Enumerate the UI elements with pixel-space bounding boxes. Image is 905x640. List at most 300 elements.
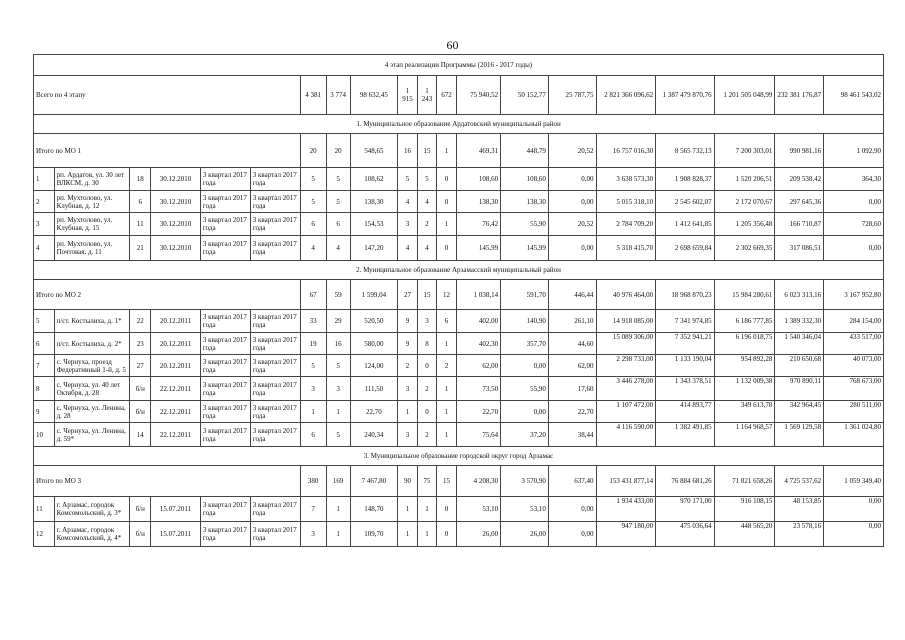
value-cell: 22,70 bbox=[456, 401, 500, 423]
row-actual-date: 3 квартал 2017 года bbox=[250, 401, 300, 423]
value-cell: 5 318 415,70 bbox=[596, 236, 656, 261]
value-cell: 672 bbox=[437, 76, 457, 115]
row-date: 30.12.2010 bbox=[151, 168, 201, 191]
value-cell: 108,60 bbox=[456, 168, 500, 191]
value-cell: 1 bbox=[437, 213, 457, 236]
value-cell: 145,99 bbox=[456, 236, 500, 261]
value-cell: 98 632,45 bbox=[350, 76, 398, 115]
stage-total-row bbox=[34, 76, 884, 115]
value-cell: 44,60 bbox=[548, 333, 596, 355]
value-cell: 53,10 bbox=[456, 497, 500, 522]
section-title-row bbox=[34, 261, 884, 280]
section-title-row bbox=[34, 447, 884, 466]
value-cell: 138,30 bbox=[456, 191, 500, 213]
value-cell: 448,79 bbox=[501, 134, 549, 168]
section-title: 1. Муниципальное образование Ардатовский муниципальный район bbox=[34, 115, 884, 134]
value-cell: 970 171,00 bbox=[656, 497, 715, 522]
value-cell: 0,00 bbox=[548, 522, 596, 547]
value-cell: 580,00 bbox=[350, 333, 398, 355]
value-cell: 76 884 681,26 bbox=[656, 466, 715, 497]
value-cell: 3 167 952,80 bbox=[824, 280, 884, 310]
value-cell: 970 890,11 bbox=[775, 377, 824, 401]
row-address: с. Чернуха, ул. Ленина, д. 28 bbox=[54, 401, 130, 423]
row-date: 30.12.2010 bbox=[151, 213, 201, 236]
value-cell: 1 bbox=[398, 497, 418, 522]
value-cell: 1 569 129,58 bbox=[775, 423, 824, 447]
value-cell: 7 bbox=[300, 497, 326, 522]
value-cell: 1 205 356,48 bbox=[714, 213, 775, 236]
value-cell: 1 bbox=[437, 401, 457, 423]
value-cell: 297 645,36 bbox=[775, 191, 824, 213]
value-cell: 55,90 bbox=[501, 213, 549, 236]
value-cell: 1 361 024,80 bbox=[824, 423, 884, 447]
row-doc-number: 21 bbox=[130, 236, 151, 261]
value-cell: 75 bbox=[417, 466, 437, 497]
value-cell: 637,40 bbox=[548, 466, 596, 497]
row-actual-date: 3 квартал 2017 года bbox=[250, 355, 300, 377]
value-cell: 12 bbox=[437, 280, 457, 310]
value-cell: 124,00 bbox=[350, 355, 398, 377]
value-cell: 108,62 bbox=[350, 168, 398, 191]
value-cell: 0 bbox=[417, 355, 437, 377]
value-cell: 2 bbox=[417, 423, 437, 447]
value-cell: 209 538,42 bbox=[775, 168, 824, 191]
value-cell: 15 bbox=[417, 134, 437, 168]
value-cell: 0 bbox=[437, 191, 457, 213]
table-row bbox=[34, 497, 884, 522]
row-actual-date: 3 квартал 2017 года bbox=[250, 522, 300, 547]
value-cell: 7 200 303,01 bbox=[714, 134, 775, 168]
section-title: 2. Муниципальное образование Арзамасский муниципальный район bbox=[34, 261, 884, 280]
value-cell: 140,90 bbox=[501, 310, 549, 333]
value-cell: 98 461 543,02 bbox=[824, 76, 884, 115]
value-cell: 0 bbox=[437, 497, 457, 522]
row-actual-date: 3 квартал 2017 года bbox=[250, 333, 300, 355]
value-cell: 1 107 472,00 bbox=[596, 401, 656, 423]
row-planned-date: 3 квартал 2017 года bbox=[200, 522, 250, 547]
value-cell: 5 bbox=[398, 168, 418, 191]
value-cell: 16 bbox=[398, 134, 418, 168]
value-cell: 0,00 bbox=[501, 401, 549, 423]
value-cell: 3 774 bbox=[326, 76, 350, 115]
row-actual-date: 3 квартал 2017 года bbox=[250, 310, 300, 333]
value-cell: 232 381 176,87 bbox=[775, 76, 824, 115]
stage-header-row bbox=[34, 55, 884, 76]
value-cell: 3 bbox=[398, 213, 418, 236]
value-cell: 4 bbox=[417, 191, 437, 213]
value-cell: 548,65 bbox=[350, 134, 398, 168]
value-cell: 40 976 464,00 bbox=[596, 280, 656, 310]
row-date: 20.12.2011 bbox=[151, 355, 201, 377]
row-address: с. Чернуха, проезд Федеративный 1-й, д. 5 bbox=[54, 355, 130, 377]
value-cell: 2 545 602,07 bbox=[656, 191, 715, 213]
value-cell: 5 bbox=[300, 168, 326, 191]
row-actual-date: 3 квартал 2017 года bbox=[250, 423, 300, 447]
value-cell: 3 bbox=[326, 377, 350, 401]
value-cell: 7 352 941,21 bbox=[656, 333, 715, 355]
subtotal-row bbox=[34, 280, 884, 310]
row-date: 22.12.2011 bbox=[151, 377, 201, 401]
value-cell: 1 bbox=[326, 522, 350, 547]
value-cell: 1 bbox=[326, 401, 350, 423]
value-cell: 1 412 641,85 bbox=[656, 213, 715, 236]
value-cell: 1 bbox=[417, 522, 437, 547]
value-cell: 2 bbox=[417, 213, 437, 236]
value-cell: 1 343 378,51 bbox=[656, 377, 715, 401]
value-cell: 0 bbox=[437, 168, 457, 191]
row-number: 4 bbox=[34, 236, 55, 261]
value-cell: 16 757 016,30 bbox=[596, 134, 656, 168]
value-cell: 768 673,00 bbox=[824, 377, 884, 401]
value-cell: 3 bbox=[417, 310, 437, 333]
row-doc-number: 18 bbox=[130, 168, 151, 191]
value-cell: 138,30 bbox=[350, 191, 398, 213]
value-cell: 3 bbox=[300, 377, 326, 401]
value-cell: 380 bbox=[300, 466, 326, 497]
value-cell: 1 059 349,40 bbox=[824, 466, 884, 497]
table-row bbox=[34, 423, 884, 447]
value-cell: 6 bbox=[326, 213, 350, 236]
page-number: 60 bbox=[446, 38, 459, 52]
row-planned-date: 3 квартал 2017 года bbox=[200, 377, 250, 401]
value-cell: 50 152,77 bbox=[501, 76, 549, 115]
table-row bbox=[34, 522, 884, 547]
value-cell: 23 578,16 bbox=[775, 522, 824, 547]
row-number: 1 bbox=[34, 168, 55, 191]
value-cell: 5 bbox=[326, 191, 350, 213]
row-date: 30.12.2010 bbox=[151, 191, 201, 213]
value-cell: 0 bbox=[437, 236, 457, 261]
value-cell: 469,31 bbox=[456, 134, 500, 168]
row-number: 12 bbox=[34, 522, 55, 547]
value-cell: 414 893,77 bbox=[656, 401, 715, 423]
value-cell: 3 bbox=[300, 522, 326, 547]
value-cell: 1 bbox=[398, 401, 418, 423]
row-planned-date: 3 квартал 2017 года bbox=[200, 355, 250, 377]
row-doc-number: 27 bbox=[130, 355, 151, 377]
value-cell: 18 968 870,23 bbox=[656, 280, 715, 310]
value-cell: 448 565,20 bbox=[714, 522, 775, 547]
value-cell: 3 638 573,30 bbox=[596, 168, 656, 191]
table-row bbox=[34, 310, 884, 333]
value-cell: 2 bbox=[398, 355, 418, 377]
row-date: 22.12.2011 bbox=[151, 423, 201, 447]
subtotal-label: Итого по МО 2 bbox=[34, 280, 301, 310]
value-cell: 15 089 306,00 bbox=[596, 333, 656, 355]
table-row bbox=[34, 236, 884, 261]
value-cell: 25 787,75 bbox=[548, 76, 596, 115]
value-cell: 6 023 313,16 bbox=[775, 280, 824, 310]
value-cell: 2 821 366 096,62 bbox=[596, 76, 656, 115]
value-cell: 5 bbox=[326, 355, 350, 377]
row-date: 20.12.2011 bbox=[151, 310, 201, 333]
value-cell: 4 bbox=[398, 236, 418, 261]
row-doc-number: 22 bbox=[130, 310, 151, 333]
value-cell: 990 981,16 bbox=[775, 134, 824, 168]
value-cell: 1 bbox=[417, 497, 437, 522]
value-cell: 48 153,85 bbox=[775, 497, 824, 522]
value-cell: 4 208,30 bbox=[456, 466, 500, 497]
value-cell: 475 036,64 bbox=[656, 522, 715, 547]
value-cell: 402,00 bbox=[456, 310, 500, 333]
value-cell: 5 bbox=[326, 168, 350, 191]
value-cell: 1 bbox=[437, 377, 457, 401]
value-cell: 433 517,00 bbox=[824, 333, 884, 355]
value-cell: 145,99 bbox=[501, 236, 549, 261]
value-cell: 954 892,28 bbox=[714, 355, 775, 377]
value-cell: 591,70 bbox=[501, 280, 549, 310]
value-cell: 210 650,68 bbox=[775, 355, 824, 377]
value-cell: 0,00 bbox=[548, 191, 596, 213]
value-cell: 284 154,00 bbox=[824, 310, 884, 333]
subtotal-label: Итого по МО 3 bbox=[34, 466, 301, 497]
row-doc-number: 11 bbox=[130, 213, 151, 236]
value-cell: 7 467,80 bbox=[350, 466, 398, 497]
row-actual-date: 3 квартал 2017 года bbox=[250, 191, 300, 213]
program-table bbox=[33, 54, 884, 547]
row-doc-number: 23 bbox=[130, 333, 151, 355]
value-cell: 3 bbox=[398, 423, 418, 447]
row-planned-date: 3 квартал 2017 года bbox=[200, 168, 250, 191]
value-cell: 2 298 733,00 bbox=[596, 355, 656, 377]
value-cell: 6 bbox=[300, 423, 326, 447]
row-actual-date: 3 квартал 2017 года bbox=[250, 377, 300, 401]
value-cell: 111,50 bbox=[350, 377, 398, 401]
value-cell: 20,52 bbox=[548, 213, 596, 236]
row-date: 20.12.2011 bbox=[151, 333, 201, 355]
row-actual-date: 3 квартал 2017 года bbox=[250, 236, 300, 261]
stage-header: 4 этап реализации Программы (2016 - 2017 годы) bbox=[34, 55, 884, 76]
row-doc-number: б/н bbox=[130, 522, 151, 547]
row-planned-date: 3 квартал 2017 года bbox=[200, 423, 250, 447]
value-cell: 4 725 537,62 bbox=[775, 466, 824, 497]
value-cell: 62,00 bbox=[548, 355, 596, 377]
value-cell: 3 bbox=[398, 377, 418, 401]
value-cell: 1 132 009,38 bbox=[714, 377, 775, 401]
value-cell: 59 bbox=[326, 280, 350, 310]
value-cell: 402,30 bbox=[456, 333, 500, 355]
value-cell: 37,20 bbox=[501, 423, 549, 447]
value-cell: 20 bbox=[326, 134, 350, 168]
table-row bbox=[34, 191, 884, 213]
value-cell: 67 bbox=[300, 280, 326, 310]
value-cell: 364,30 bbox=[824, 168, 884, 191]
row-address: п/ст. Костылиха, д. 2* bbox=[54, 333, 130, 355]
row-number: 5 bbox=[34, 310, 55, 333]
stage-total-label: Всего по 4 этапу bbox=[34, 76, 301, 115]
value-cell: 153 431 877,14 bbox=[596, 466, 656, 497]
value-cell: 0,00 bbox=[548, 497, 596, 522]
value-cell: 4 381 bbox=[300, 76, 326, 115]
row-date: 22.12.2011 bbox=[151, 401, 201, 423]
value-cell: 16 bbox=[326, 333, 350, 355]
value-cell: 1 389 332,30 bbox=[775, 310, 824, 333]
value-cell: 9 bbox=[398, 333, 418, 355]
value-cell: 38,44 bbox=[548, 423, 596, 447]
value-cell: 1 540 346,04 bbox=[775, 333, 824, 355]
row-actual-date: 3 квартал 2017 года bbox=[250, 168, 300, 191]
value-cell: 0,00 bbox=[824, 522, 884, 547]
value-cell: 55,90 bbox=[501, 377, 549, 401]
value-cell: 75 940,52 bbox=[456, 76, 500, 115]
value-cell: 1 038,14 bbox=[456, 280, 500, 310]
value-cell: 0,00 bbox=[501, 355, 549, 377]
subtotal-row bbox=[34, 466, 884, 497]
value-cell: 22,70 bbox=[350, 401, 398, 423]
row-actual-date: 3 квартал 2017 года bbox=[250, 497, 300, 522]
value-cell: 446,44 bbox=[548, 280, 596, 310]
section-title: 3. Муниципальное образование городской округ город Арзамас bbox=[34, 447, 884, 466]
table-row bbox=[34, 355, 884, 377]
value-cell: 5 bbox=[326, 423, 350, 447]
value-cell: 1 bbox=[398, 522, 418, 547]
value-cell: 1 092,90 bbox=[824, 134, 884, 168]
value-cell: 19 bbox=[300, 333, 326, 355]
value-cell: 15 bbox=[437, 466, 457, 497]
value-cell: 6 bbox=[300, 213, 326, 236]
value-cell: 166 710,87 bbox=[775, 213, 824, 236]
value-cell: 22,70 bbox=[548, 401, 596, 423]
table-row bbox=[34, 333, 884, 355]
value-cell: 109,70 bbox=[350, 522, 398, 547]
row-actual-date: 3 квартал 2017 года bbox=[250, 213, 300, 236]
row-address: с. Чернуха, ул. 40 лет Октября, д. 28 bbox=[54, 377, 130, 401]
row-doc-number: 6 bbox=[130, 191, 151, 213]
value-cell: 240,34 bbox=[350, 423, 398, 447]
table-row bbox=[34, 377, 884, 401]
row-number: 9 bbox=[34, 401, 55, 423]
value-cell: 6 196 018,75 bbox=[714, 333, 775, 355]
value-cell: 148,70 bbox=[350, 497, 398, 522]
row-date: 15.07.2011 bbox=[151, 497, 201, 522]
value-cell: 20 bbox=[300, 134, 326, 168]
value-cell: 5 015 318,10 bbox=[596, 191, 656, 213]
value-cell: 9 bbox=[398, 310, 418, 333]
value-cell: 1 bbox=[437, 134, 457, 168]
value-cell: 1 915 bbox=[398, 76, 418, 115]
value-cell: 349 613,78 bbox=[714, 401, 775, 423]
value-cell: 15 bbox=[417, 280, 437, 310]
value-cell: 947 180,00 bbox=[596, 522, 656, 547]
value-cell: 20,52 bbox=[548, 134, 596, 168]
row-number: 7 bbox=[34, 355, 55, 377]
value-cell: 4 116 590,00 bbox=[596, 423, 656, 447]
value-cell: 2 698 659,84 bbox=[656, 236, 715, 261]
value-cell: 4 bbox=[417, 236, 437, 261]
value-cell: 17,60 bbox=[548, 377, 596, 401]
table-row bbox=[34, 213, 884, 236]
row-planned-date: 3 квартал 2017 года bbox=[200, 191, 250, 213]
value-cell: 14 918 085,00 bbox=[596, 310, 656, 333]
value-cell: 1 133 190,04 bbox=[656, 355, 715, 377]
row-number: 2 bbox=[34, 191, 55, 213]
value-cell: 26,00 bbox=[501, 522, 549, 547]
value-cell: 1 599,04 bbox=[350, 280, 398, 310]
subtotal-label: Итого по МО 1 bbox=[34, 134, 301, 168]
value-cell: 0,00 bbox=[824, 497, 884, 522]
value-cell: 154,53 bbox=[350, 213, 398, 236]
value-cell: 75,64 bbox=[456, 423, 500, 447]
value-cell: 1 382 491,85 bbox=[656, 423, 715, 447]
value-cell: 2 bbox=[437, 355, 457, 377]
value-cell: 62,00 bbox=[456, 355, 500, 377]
value-cell: 27 bbox=[398, 280, 418, 310]
row-address: с. Чернуха, ул. Ленина, д. 59* bbox=[54, 423, 130, 447]
value-cell: 26,00 bbox=[456, 522, 500, 547]
value-cell: 280 511,00 bbox=[824, 401, 884, 423]
value-cell: 40 073,00 bbox=[824, 355, 884, 377]
value-cell: 1 bbox=[437, 423, 457, 447]
row-planned-date: 3 квартал 2017 года bbox=[200, 401, 250, 423]
value-cell: 4 bbox=[326, 236, 350, 261]
value-cell: 1 164 968,57 bbox=[714, 423, 775, 447]
row-planned-date: 3 квартал 2017 года bbox=[200, 333, 250, 355]
row-address: рп. Мухтолово, ул. Клубная, д. 12 bbox=[54, 191, 130, 213]
table-row bbox=[34, 401, 884, 423]
value-cell: 5 bbox=[300, 191, 326, 213]
value-cell: 5 bbox=[300, 355, 326, 377]
row-planned-date: 3 квартал 2017 года bbox=[200, 310, 250, 333]
value-cell: 916 108,15 bbox=[714, 497, 775, 522]
value-cell: 1 934 433,00 bbox=[596, 497, 656, 522]
value-cell: 1 520 206,51 bbox=[714, 168, 775, 191]
row-number: 6 bbox=[34, 333, 55, 355]
value-cell: 6 186 777,85 bbox=[714, 310, 775, 333]
value-cell: 0,00 bbox=[824, 236, 884, 261]
value-cell: 317 086,51 bbox=[775, 236, 824, 261]
value-cell: 1 243 bbox=[417, 76, 437, 115]
value-cell: 2 bbox=[417, 377, 437, 401]
value-cell: 2 302 669,35 bbox=[714, 236, 775, 261]
value-cell: 33 bbox=[300, 310, 326, 333]
value-cell: 0,00 bbox=[548, 168, 596, 191]
row-doc-number: б/н bbox=[130, 401, 151, 423]
row-planned-date: 3 квартал 2017 года bbox=[200, 236, 250, 261]
value-cell: 1 bbox=[437, 333, 457, 355]
value-cell: 3 570,90 bbox=[501, 466, 549, 497]
value-cell: 71 821 658,26 bbox=[714, 466, 775, 497]
row-address: рп. Мухтолово, ул. Клубная, д. 15 bbox=[54, 213, 130, 236]
value-cell: 3 446 278,00 bbox=[596, 377, 656, 401]
row-doc-number: 14 bbox=[130, 423, 151, 447]
row-address: г. Арзамас, городок Комсомольский, д. 3* bbox=[54, 497, 130, 522]
value-cell: 357,70 bbox=[501, 333, 549, 355]
row-address: рп. Ардатов, ул. 30 лет ВЛКСМ, д. 30 bbox=[54, 168, 130, 191]
row-date: 15.07.2011 bbox=[151, 522, 201, 547]
value-cell: 0,00 bbox=[548, 236, 596, 261]
row-address: п/ст. Костылиха, д. 1* bbox=[54, 310, 130, 333]
value-cell: 728,60 bbox=[824, 213, 884, 236]
value-cell: 4 bbox=[300, 236, 326, 261]
row-planned-date: 3 квартал 2017 года bbox=[200, 213, 250, 236]
value-cell: 8 bbox=[417, 333, 437, 355]
value-cell: 1 201 505 048,99 bbox=[714, 76, 775, 115]
value-cell: 108,60 bbox=[501, 168, 549, 191]
value-cell: 73,50 bbox=[456, 377, 500, 401]
value-cell: 4 bbox=[398, 191, 418, 213]
row-doc-number: б/н bbox=[130, 497, 151, 522]
row-planned-date: 3 квартал 2017 года bbox=[200, 497, 250, 522]
value-cell: 1 908 828,37 bbox=[656, 168, 715, 191]
value-cell: 15 984 280,61 bbox=[714, 280, 775, 310]
value-cell: 520,50 bbox=[350, 310, 398, 333]
value-cell: 261,10 bbox=[548, 310, 596, 333]
value-cell: 7 341 974,85 bbox=[656, 310, 715, 333]
value-cell: 90 bbox=[398, 466, 418, 497]
row-doc-number: б/н bbox=[130, 377, 151, 401]
value-cell: 147,20 bbox=[350, 236, 398, 261]
value-cell: 1 bbox=[326, 497, 350, 522]
